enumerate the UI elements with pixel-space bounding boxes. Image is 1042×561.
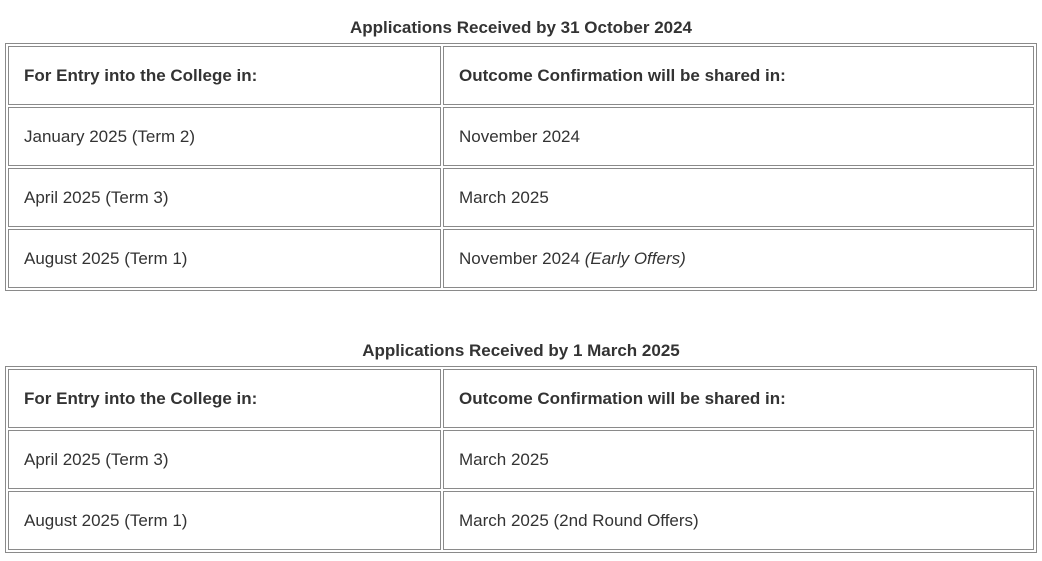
header-entry: For Entry into the College in: (8, 369, 441, 428)
entry-cell: January 2025 (Term 2) (8, 107, 441, 166)
outcome-text: November 2024 (459, 248, 580, 268)
entry-cell: April 2025 (Term 3) (8, 430, 441, 489)
application-table-march (5, 337, 1037, 553)
table-row (8, 168, 1034, 227)
table-header-row (8, 369, 1034, 428)
outcome-cell (443, 229, 1034, 288)
outcome-cell: March 2025 (2nd Round Offers) (443, 491, 1034, 550)
application-table-october (5, 14, 1037, 291)
entry-cell: August 2025 (Term 1) (8, 491, 441, 550)
entry-cell: August 2025 (Term 1) (8, 229, 441, 288)
header-entry: For Entry into the College in: (8, 46, 441, 105)
outcome-cell: November 2024 (443, 107, 1034, 166)
table-row (8, 107, 1034, 166)
outcome-note: (Early Offers) (584, 248, 686, 268)
table-caption: Applications Received by 31 October 2024 (349, 18, 693, 37)
table-row (8, 491, 1034, 550)
table-row (8, 229, 1034, 288)
entry-cell: April 2025 (Term 3) (8, 168, 441, 227)
table-caption: Applications Received by 1 March 2025 (362, 341, 680, 360)
header-outcome: Outcome Confirmation will be shared in: (443, 369, 1034, 428)
outcome-cell: March 2025 (443, 430, 1034, 489)
table-row (8, 430, 1034, 489)
outcome-cell: March 2025 (443, 168, 1034, 227)
header-outcome: Outcome Confirmation will be shared in: (443, 46, 1034, 105)
table-header-row (8, 46, 1034, 105)
schedule-table (5, 366, 1037, 553)
schedule-table (5, 43, 1037, 291)
